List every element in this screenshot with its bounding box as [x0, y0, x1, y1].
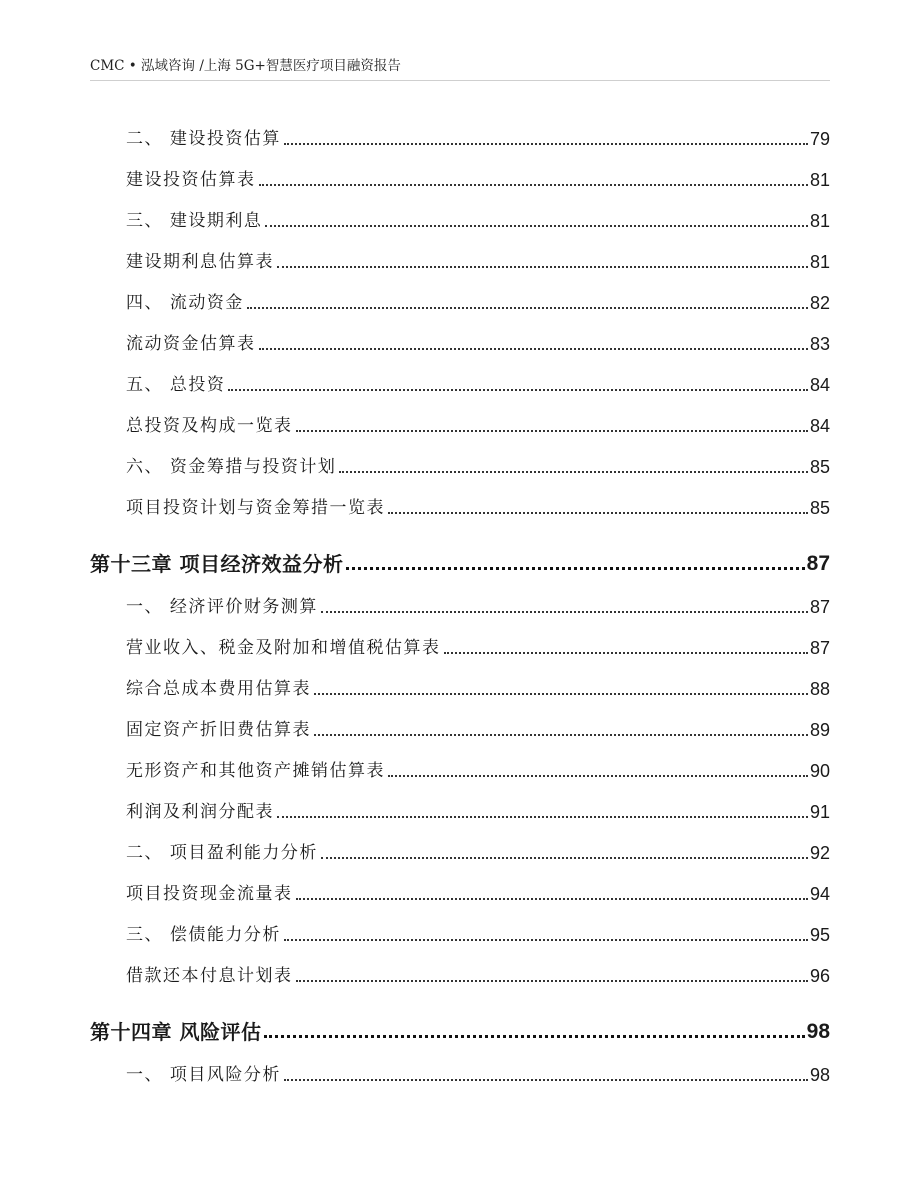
toc-entry-page-number: 82 [809, 293, 830, 313]
toc-entry-title: 营业收入、税金及附加和增值税估算表 [126, 638, 441, 658]
toc-entry-title: 二、 建设投资估算 [126, 129, 281, 149]
toc-section-entry[interactable] [90, 114, 830, 155]
toc-entry-page-number: 84 [809, 375, 830, 395]
toc-entry-title: 第十四章 风险评估 [90, 1020, 262, 1044]
running-header: CMC • 泓域咨询 /上海 5G+智慧医疗项目融资报告 [90, 58, 401, 74]
toc-entry-title: 二、 项目盈利能力分析 [126, 843, 318, 863]
toc-section-entry[interactable] [90, 483, 830, 524]
dot-leader [321, 857, 808, 859]
toc-entry-page-number: 87 [806, 552, 830, 575]
toc-entry-page-number: 81 [809, 211, 830, 231]
toc-section-entry[interactable] [90, 196, 830, 237]
toc-chapter-entry[interactable] [90, 524, 830, 582]
toc-section-entry[interactable] [90, 787, 830, 828]
toc-section-entry[interactable] [90, 951, 830, 992]
toc-entry-title: 建设投资估算表 [126, 170, 256, 190]
toc-entry-page-number: 85 [809, 457, 830, 477]
toc-entry-title: 一、 项目风险分析 [126, 1065, 281, 1085]
toc-entry-title: 三、 建设期利息 [126, 211, 263, 231]
toc-section-entry[interactable] [90, 360, 830, 401]
toc-entry-title: 建设期利息估算表 [126, 252, 274, 272]
toc-section-entry[interactable] [90, 705, 830, 746]
toc-entry-page-number: 87 [809, 638, 830, 658]
toc-entry-title: 五、 总投资 [126, 375, 226, 395]
toc-entry-title: 固定资产折旧费估算表 [126, 720, 311, 740]
dot-leader [264, 1035, 804, 1038]
header-divider [90, 80, 830, 81]
toc-entry-page-number: 92 [809, 843, 830, 863]
toc-section-entry[interactable] [90, 910, 830, 951]
toc-entry-title: 利润及利润分配表 [126, 802, 274, 822]
dot-leader [265, 225, 808, 227]
toc-entry-title: 流动资金估算表 [126, 334, 256, 354]
toc-entry-page-number: 89 [809, 720, 830, 740]
dot-leader [444, 652, 808, 654]
toc-section-entry[interactable] [90, 155, 830, 196]
dot-leader [259, 184, 808, 186]
dot-leader [284, 939, 808, 941]
dot-leader [247, 307, 808, 309]
toc-entry-page-number: 79 [809, 129, 830, 149]
dot-leader [228, 389, 808, 391]
toc-entry-page-number: 83 [809, 334, 830, 354]
dot-leader [314, 693, 808, 695]
dot-leader [277, 266, 808, 268]
toc-entry-page-number: 84 [809, 416, 830, 436]
toc-entry-page-number: 98 [809, 1065, 830, 1085]
toc-entry-title: 一、 经济评价财务测算 [126, 597, 318, 617]
toc-section-entry[interactable] [90, 1050, 830, 1091]
toc-entry-page-number: 81 [809, 252, 830, 272]
toc-entry-title: 四、 流动资金 [126, 293, 244, 313]
toc-section-entry[interactable] [90, 319, 830, 360]
toc-entry-page-number: 88 [809, 679, 830, 699]
toc-entry-page-number: 85 [809, 498, 830, 518]
toc-section-entry[interactable] [90, 278, 830, 319]
toc-section-entry[interactable] [90, 746, 830, 787]
toc-entry-page-number: 96 [809, 966, 830, 986]
dot-leader [277, 816, 808, 818]
dot-leader [259, 348, 808, 350]
toc-section-entry[interactable] [90, 237, 830, 278]
toc-section-entry[interactable] [90, 623, 830, 664]
toc-entry-title: 第十三章 项目经济效益分析 [90, 552, 344, 576]
toc-section-entry[interactable] [90, 582, 830, 623]
toc-entry-page-number: 87 [809, 597, 830, 617]
toc-entry-page-number: 91 [809, 802, 830, 822]
dot-leader [321, 611, 808, 613]
toc-section-entry[interactable] [90, 664, 830, 705]
dot-leader [314, 734, 808, 736]
dot-leader [339, 471, 808, 473]
dot-leader [296, 980, 808, 982]
dot-leader [388, 512, 808, 514]
toc-entry-page-number: 94 [809, 884, 830, 904]
toc-entry-title: 总投资及构成一览表 [126, 416, 293, 436]
toc-entry-title: 六、 资金筹措与投资计划 [126, 457, 337, 477]
toc-entry-title: 借款还本付息计划表 [126, 966, 293, 986]
dot-leader [296, 898, 808, 900]
dot-leader [388, 775, 808, 777]
toc-entry-title: 无形资产和其他资产摊销估算表 [126, 761, 385, 781]
toc-entry-page-number: 81 [809, 170, 830, 190]
dot-leader [284, 1079, 808, 1081]
toc-section-entry[interactable] [90, 828, 830, 869]
toc-chapter-entry[interactable] [90, 992, 830, 1050]
toc-entry-title: 综合总成本费用估算表 [126, 679, 311, 699]
toc-entry-page-number: 95 [809, 925, 830, 945]
dot-leader [346, 567, 804, 570]
toc-entry-page-number: 98 [806, 1020, 830, 1043]
toc-entry-title: 项目投资计划与资金筹措一览表 [126, 498, 385, 518]
toc-entry-title: 三、 偿债能力分析 [126, 925, 281, 945]
toc-section-entry[interactable] [90, 869, 830, 910]
toc-section-entry[interactable] [90, 442, 830, 483]
dot-leader [296, 430, 808, 432]
toc-entry-page-number: 90 [809, 761, 830, 781]
toc-entry-title: 项目投资现金流量表 [126, 884, 293, 904]
dot-leader [284, 143, 808, 145]
toc-section-entry[interactable] [90, 401, 830, 442]
table-of-contents [90, 114, 830, 1091]
